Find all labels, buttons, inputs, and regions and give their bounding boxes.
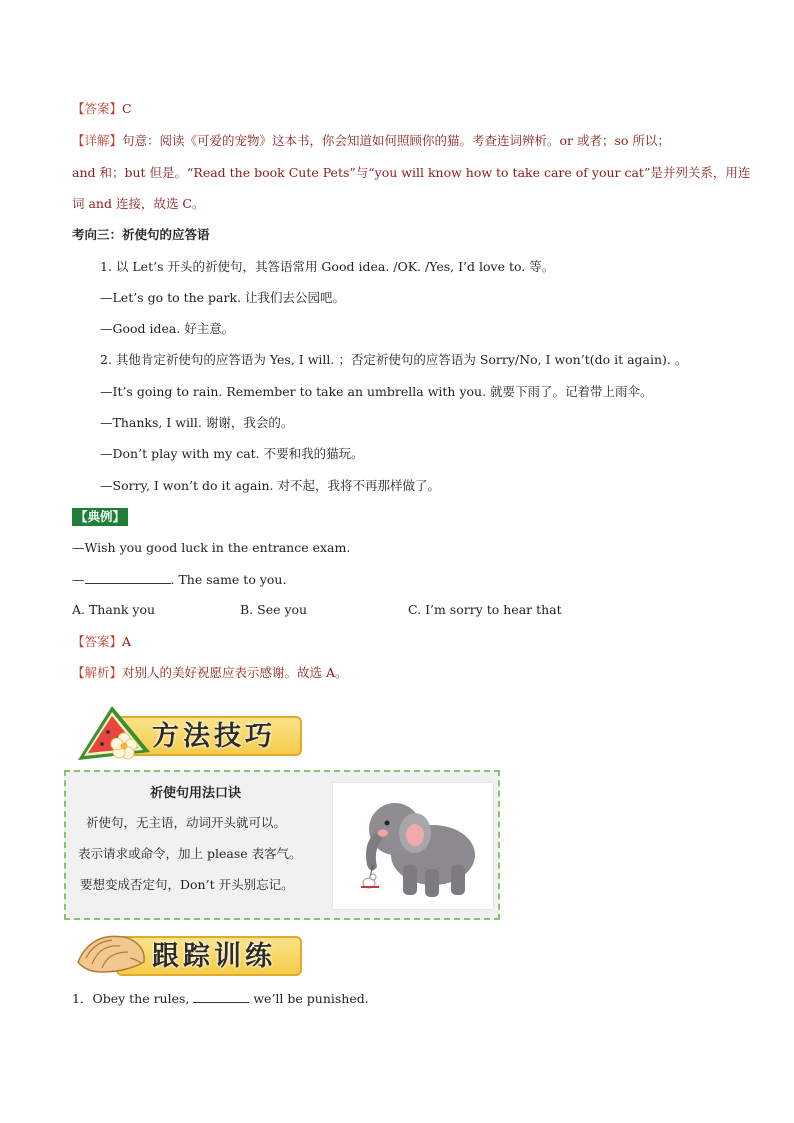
dash: —	[72, 572, 85, 587]
analysis-text: 对别人的美好祝愿应表示感谢。故选 A。	[122, 665, 348, 680]
elephant-icon	[333, 783, 493, 909]
option-b: B. See you	[240, 602, 308, 617]
section-heading: 考向三：祈使句的应答语	[72, 227, 210, 242]
example-question-2	[72, 570, 286, 589]
practice-banner	[72, 922, 298, 982]
rule-1: 1. 以 Let’s 开头的祈使句，其答语常用 Good idea. /OK. /Yes, I’d love to. 等。	[100, 259, 555, 274]
answer-blank	[85, 570, 171, 584]
practice-question-1	[72, 989, 369, 1008]
explain-tag: 【详解】	[72, 133, 123, 148]
example-line-5: —Don’t play with my cat. 不要和我的猫玩。	[100, 446, 364, 461]
explain-line-3: 词 and 连接，故选 C。	[72, 196, 205, 211]
question-2-suffix: . The same to you.	[170, 572, 287, 587]
explain-line-2: and 和；but 但是。“Read the book Cute Pets”与“you will know how to take care of your cat”是并列关系，用连	[72, 165, 751, 180]
rhyme-line-2: 表示请求或命令，加上 please 表客气。	[78, 846, 302, 861]
rhyme-line-1: 祈使句，无主语，动词开头就可以。	[86, 815, 287, 830]
rhyme-line-3: 要想变成否定句，Don’t 开头别忘记。	[80, 877, 294, 892]
answer-value: C	[122, 101, 132, 116]
answer-line	[72, 100, 132, 118]
example-answer	[72, 633, 131, 651]
example-line-2: —Good idea. 好主意。	[100, 321, 235, 336]
practice-blank	[193, 989, 249, 1003]
practice-q1-prefix: 1．Obey the rules,	[72, 991, 194, 1006]
method-banner-title: 方法技巧	[152, 721, 276, 752]
method-box-title: 祈使句用法口诀	[150, 786, 242, 801]
typical-example-tag: 【典例】	[72, 508, 128, 526]
option-a: A. Thank you	[72, 602, 156, 617]
elephant-illustration	[332, 782, 494, 910]
example-analysis	[72, 664, 348, 682]
example-answer-value: A	[122, 634, 132, 649]
method-box	[64, 770, 500, 920]
answer-tag: 【答案】	[72, 101, 123, 116]
example-line-3: —It’s going to rain. Remember to take an umbrella with you. 就要下雨了。记着带上雨伞。	[100, 384, 653, 399]
explain-line-1	[72, 132, 670, 150]
example-question-1: —Wish you good luck in the entrance exam.	[72, 540, 351, 555]
rule-2: 2. 其他肯定祈使句的应答语为 Yes, I will. ；否定祈使句的应答语为 Sorry/No, I won’t(do it again). 。	[100, 352, 688, 367]
example-line-1: —Let’s go to the park. 让我们去公园吧。	[100, 290, 346, 305]
example-line-6: —Sorry, I won’t do it again. 对不起，我将不再那样做了。	[100, 478, 440, 493]
option-c: C. I’m sorry to hear that	[408, 602, 562, 617]
explain-text-1: 句意：阅读《可爱的宠物》这本书，你会知道如何照顾你的猫。考查连词辨析。or 或者；so 所以；	[122, 133, 670, 148]
practice-q1-suffix: we’ll be punished.	[249, 991, 369, 1006]
seashell-icon	[72, 924, 152, 984]
example-line-4: —Thanks, I will. 谢谢，我会的。	[100, 415, 294, 430]
example-answer-tag: 【答案】	[72, 634, 123, 649]
analysis-tag: 【解析】	[72, 665, 123, 680]
method-banner	[72, 702, 298, 762]
watermelon-icon	[72, 702, 156, 766]
practice-banner-title: 跟踪训练	[152, 941, 276, 972]
